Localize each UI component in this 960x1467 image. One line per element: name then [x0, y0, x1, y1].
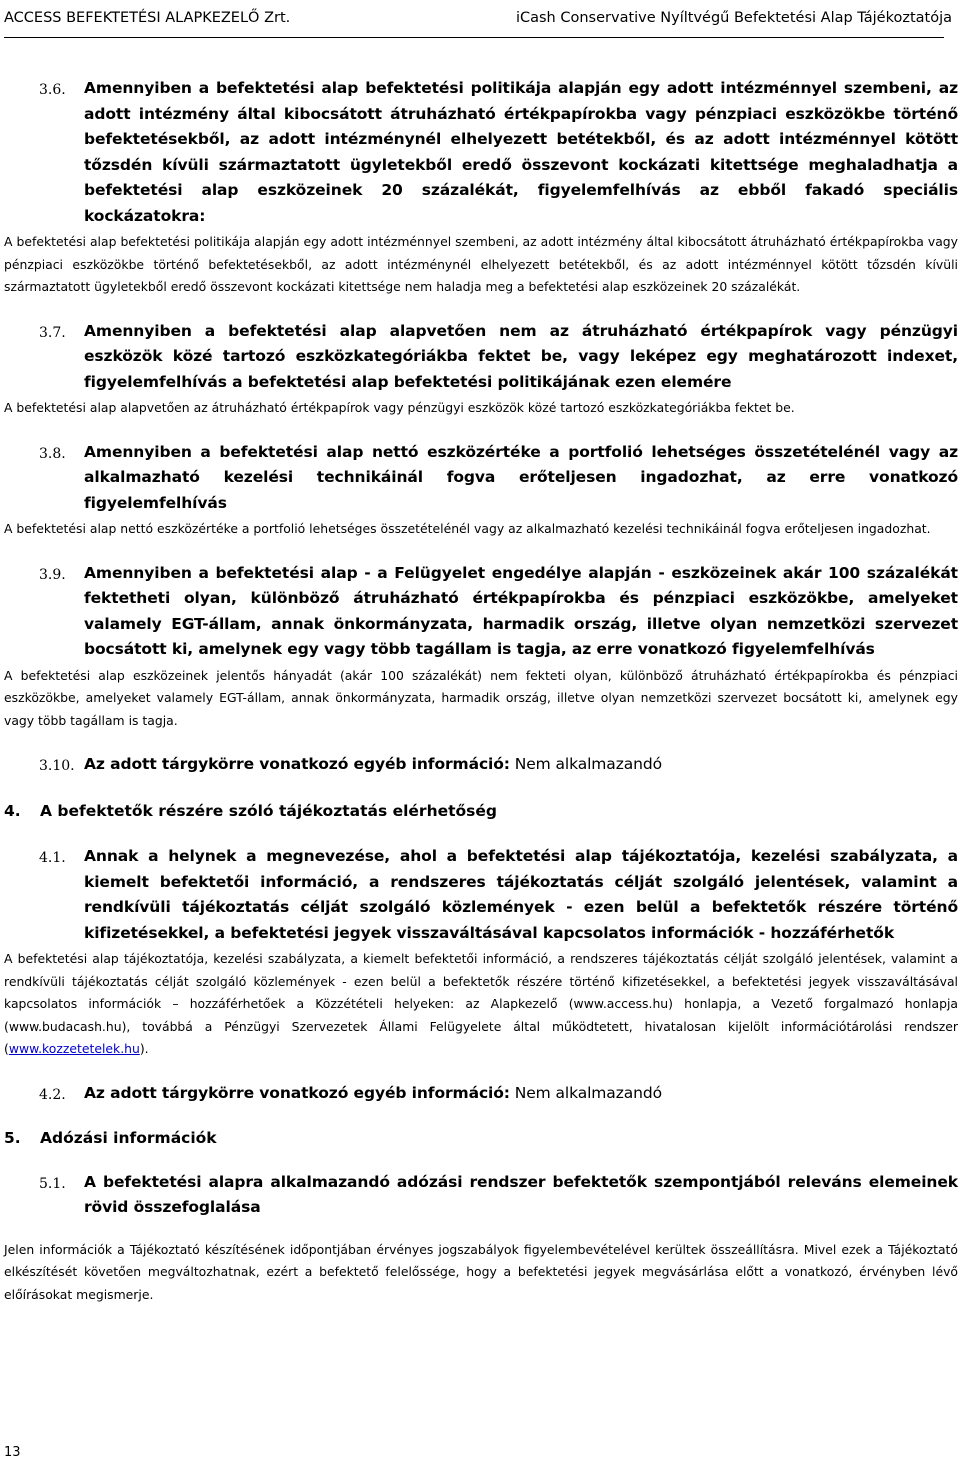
section-heading-text: Az adott tárgykörre vonatkozó egyéb információ:: [84, 1083, 510, 1102]
section-4-2: [4, 1081, 958, 1108]
section-3-6: [4, 76, 958, 229]
chapter-number: 5.: [4, 1128, 21, 1147]
section-heading: Annak a helynek a megnevezése, ahol a befektetési alap tájékoztatója, kezelési szabályzata, a kiemelt befektetői információ, a rendszeres tájékoztatás célját szolgáló jelentések, valamint a rendkívüli tájékoztatás célját szolgáló közlemények - ezen belül a befektetők részére történő kifizetésekkel, a befektetési jegyek visszaváltásával kapcsolatos információk - hozzáférhetők: [84, 847, 958, 942]
page-header: [4, 6, 952, 30]
section-heading: Amennyiben a befektetési alap alapvetően nem az átruházható értékpapírok vagy pénzügyi eszközök közé tartozó eszközkategóriákba fektet be, vagy leképez egy meghatározott indexet, figyelemfelhívás a befektetési alap befektetési politikájának ezen elemére: [84, 321, 958, 391]
section-heading: A befektetési alapra alkalmazandó adózási rendszer befektetők szempontjából releváns elemeinek rövid összefoglalása: [84, 1172, 958, 1216]
section-5-1: [4, 1170, 958, 1221]
section-number: 5.1.: [39, 1175, 66, 1192]
section-value: Nem alkalmazandó: [509, 755, 662, 773]
section-heading: [84, 1081, 958, 1107]
kozzetetelek-link[interactable]: www.kozzetetelek.hu: [8, 1041, 140, 1056]
header-rule: [4, 37, 944, 38]
header-document-title: iCash Conservative Nyíltvégű Befektetési Alap Tájékoztatója: [515, 10, 952, 26]
section-3-9: [4, 561, 958, 663]
section-body: A befektetési alap befektetési politikája alapján egy adott intézménnyel szembeni, az adott intézmény által kibocsátott átruházható értékpapírokba vagy pénzpiaci eszközökbe történő befektetésekből, az adott intézménynél elhelyezett betétekből, és az adott intézménnyel kötött tőzsdén kívüli származtatott ügyletekből eredő összevont kockázati kitettsége nem haladja meg a befektetési alap eszközeinek 20 százalékát.: [4, 234, 958, 294]
section-number: 3.9.: [39, 566, 66, 583]
section-number: 4.2.: [39, 1086, 66, 1103]
section-4-1: [4, 844, 958, 946]
chapter-title: A befektetők részére szóló tájékoztatás elérhetőség: [40, 802, 498, 820]
chapter-title: Adózási információk: [40, 1128, 217, 1147]
section-body: A befektetési alap alapvetően az átruházható értékpapírok vagy pénzügyi eszközök közé tartozó eszközkategóriákba fektet be.: [4, 400, 795, 415]
section-3-7: [4, 319, 958, 396]
chapter-number: 4.: [4, 802, 21, 820]
section-body: A befektetési alap nettó eszközértéke a portfolió lehetséges összetételénél vagy az alkalmazható kezelési technikáinál fogva erőteljesen ingadozhat.: [4, 521, 931, 536]
section-heading: [84, 752, 958, 778]
page-content: [4, 76, 958, 1306]
section-number: 3.7.: [39, 324, 66, 341]
section-number: 3.10.: [39, 758, 75, 774]
section-number: 3.6.: [39, 82, 66, 98]
section-heading: Amennyiben a befektetési alap befektetési politikája alapján egy adott intézménnyel szembeni, az adott intézmény által kibocsátott átruházható értékpapírokba vagy pénzpiaci eszközökbe történő befektetésekből, az adott intézménynél elhelyezett betétekből, és az adott intézménnyel kötött tőzsdén kívüli származtatott ügyletekből eredő összevont kockázati kitettsége meghaladhatja a befektetési alap eszközeinek 20 százalékát, figyelemfelhívás az ebből fakadó speciális kockázatokra:: [84, 79, 958, 225]
section-value: Nem alkalmazandó: [509, 1083, 662, 1102]
section-heading: Amennyiben a befektetési alap nettó eszközértéke a portfolió lehetséges összetételénél vagy az alkalmazható kezelési technikáinál fogva erőteljesen ingadozhat, az erre vonatkozó figyelemfelhívás: [84, 442, 958, 512]
section-number: 3.8.: [39, 445, 66, 462]
section-number: 4.1.: [39, 850, 66, 866]
section-3-8: [4, 440, 958, 517]
section-body: [4, 948, 958, 1061]
section-heading: Amennyiben a befektetési alap - a Felügyelet engedélye alapján - eszközeinek akár 100 százalékát fektetheti olyan, különböző átruházható értékpapírokba és pénzpiaci eszközökbe, amelyeket valamely EGT-állam, annak önkormányzata, harmadik ország, illetve olyan nemzetközi szervezet bocsátott ki, amelynek egy vagy több tagállam is tagja, az erre vonatkozó figyelemfelhívás: [84, 563, 958, 658]
section-3-10: [4, 752, 958, 779]
section-body: A befektetési alap eszközeinek jelentős hányadát (akár 100 százalékát) nem fekteti olyan, különböző átruházható értékpapírokba és pénzpiaci eszközökbe, amelyeket valamely EGT-állam, annak önkormányzata, harmadik ország, illetve olyan nemzetközi szervezet bocsátott ki, amelynek egy vagy több tagállam is tagja.: [4, 667, 958, 728]
page-number: 13: [4, 1445, 21, 1460]
chapter-5-heading: [4, 1126, 958, 1150]
section-heading-text: Az adott tárgykörre vonatkozó egyéb információ:: [84, 755, 510, 773]
section-body-end: ).: [139, 1041, 149, 1056]
header-company: ACCESS BEFEKTETÉSI ALAPKEZELŐ Zrt.: [4, 10, 291, 26]
section-body-text: A befektetési alap tájékoztatója, kezelési szabályzata, a kiemelt befektetői információ, a rendszeres tájékoztatás célját szolgáló jelentések, valamint a rendkívüli tájékoztatás célját szolgáló közlemények - ezen belül a befektetők részére történő kifizetésekkel, a befektetési jegyek visszaváltásával kapcsolatos információk – hozzáférhetőek a Közzétételi helyeken: az Alapkezelő (www.access.hu) honlapja, a Vezető forgalmazó honlapja (www.budacash.hu), továbbá a Pénzügyi Szervezetek Állami Felügyelete által működtetett, hivatalosan kijelölt információtárolási rendszer (: [4, 951, 958, 1056]
chapter-4-heading: [4, 799, 958, 823]
section-body: Jelen információk a Tájékoztató készítésének időpontjában érvényes jogszabályok figyelembevételével kerültek összeállításra. Mivel ezek a Tájékoztató elkészítését követően megváltozhatnak, ezért a befektető felelőssége, hogy a befektetési jegyek megvásárlása előtt a vonatkozó, érvényben lévő előírásokat megismerje.: [4, 1241, 958, 1302]
